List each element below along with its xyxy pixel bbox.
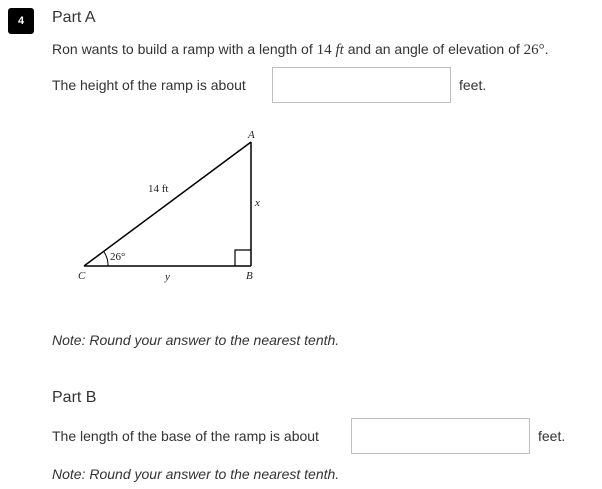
angle-label: 26° [110, 251, 126, 263]
part-a-title: Part A [52, 9, 96, 26]
part-b-prompt: The length of the base of the ramp is about [52, 428, 319, 444]
part-a-note: Note: Round your answer to the nearest tenth. [52, 332, 340, 348]
part-a-statement [52, 41, 549, 59]
statement-prefix: Ron wants to build a ramp with a length of [52, 41, 317, 57]
angle-value: 26° [523, 42, 545, 58]
vertex-c-label: C [78, 270, 86, 282]
hypotenuse-label: 14 ft [148, 183, 169, 195]
hypotenuse-line [84, 142, 251, 266]
part-a-unit: feet. [459, 77, 487, 93]
part-a-prompt: The height of the ramp is about [52, 77, 246, 93]
side-x-label: x [255, 197, 260, 209]
length-value: 14 [316, 42, 332, 58]
part-b-title: Part B [52, 389, 97, 406]
part-b-note: Note: Round your answer to the nearest tenth. [52, 466, 340, 482]
vertex-a-label: A [248, 129, 255, 141]
angle-arc [104, 252, 108, 266]
statement-suffix: . [544, 41, 549, 57]
height-answer-input[interactable] [272, 67, 451, 103]
length-unit: ft [335, 42, 344, 58]
question-number: 4 [17, 15, 25, 27]
side-y-label: y [165, 271, 170, 283]
part-b-unit: feet. [538, 428, 566, 444]
statement-middle: and an angle of elevation of [343, 41, 524, 57]
right-angle-marker [235, 250, 251, 266]
ramp-triangle-diagram [70, 128, 280, 288]
base-answer-input[interactable] [351, 418, 530, 454]
question-number-badge [8, 8, 34, 34]
vertex-b-label: B [246, 270, 253, 282]
